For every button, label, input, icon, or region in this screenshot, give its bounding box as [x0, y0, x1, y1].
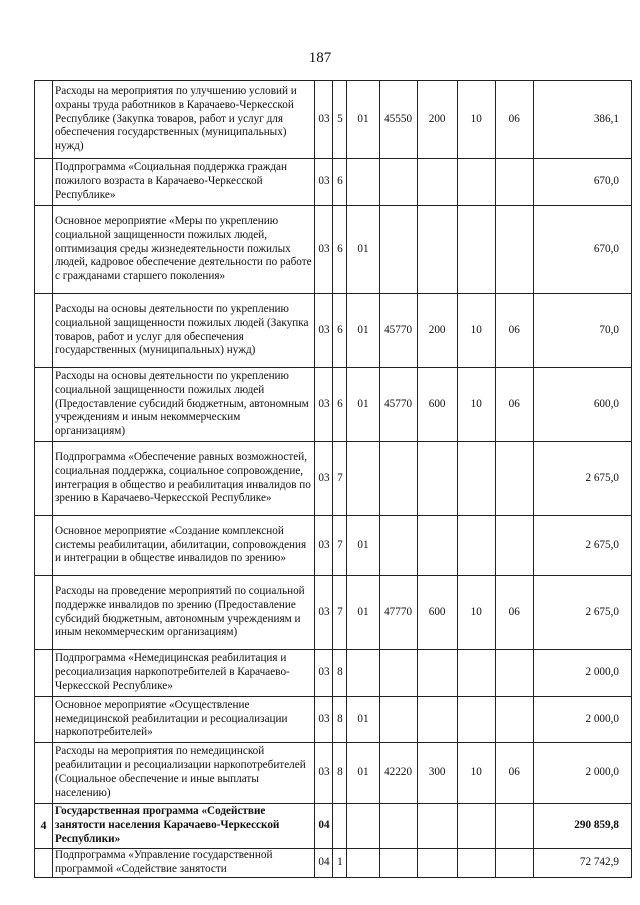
- cell-name: Расходы на основы деятельности по укреплению социальной защищенности пожилых людей (Закупка товаров, работ и услуг для обеспечения государственных (муниципальных) нужд): [53, 294, 315, 368]
- cell-no: [35, 576, 53, 650]
- cell-c5: [457, 516, 495, 576]
- cell-name: Подпрограмма «Социальная поддержка граждан пожилого возраста в Карачаево-Черкесской Республике»: [53, 159, 315, 206]
- cell-c4: 300: [417, 743, 457, 804]
- cell-c0: 03: [315, 368, 333, 442]
- cell-c2: 01: [347, 81, 379, 159]
- cell-c0: 03: [315, 294, 333, 368]
- cell-amount: 2 675,0: [533, 516, 631, 576]
- cell-amount: 2 675,0: [533, 442, 631, 516]
- cell-c5: [457, 697, 495, 743]
- cell-c3: 45770: [379, 368, 417, 442]
- cell-c6: 06: [495, 81, 533, 159]
- cell-no: [35, 159, 53, 206]
- cell-c2: 01: [347, 294, 379, 368]
- cell-c2: 01: [347, 697, 379, 743]
- cell-c1: 6: [333, 294, 347, 368]
- cell-c0: 03: [315, 442, 333, 516]
- table-row: [35, 743, 632, 804]
- cell-name: Расходы на мероприятия по улучшению условий и охраны труда работников в Карачаево-Черкесской Республике (Закупка товаров, работ и услуг для обеспечения государственных (муниципальных) нужд): [53, 81, 315, 159]
- cell-c5: [457, 206, 495, 294]
- cell-amount: 2 000,0: [533, 743, 631, 804]
- cell-c0: 03: [315, 206, 333, 294]
- cell-c2: 01: [347, 368, 379, 442]
- cell-c2: [347, 650, 379, 697]
- cell-name: Расходы на основы деятельности по укреплению социальной защищенности пожилых людей (Предоставление субсидий бюджетным, автономным учреждениям и иным некоммерческим организациям): [53, 368, 315, 442]
- cell-c6: 06: [495, 743, 533, 804]
- cell-no: [35, 368, 53, 442]
- page-number: 187: [308, 50, 332, 66]
- cell-name: Расходы на проведение мероприятий по социальной поддержке инвалидов по зрению (Предоставление субсидий бюджетным, автономным учреждениям и иным некоммерческим организациям): [53, 576, 315, 650]
- cell-c3: [379, 159, 417, 206]
- cell-amount: 2 675,0: [533, 576, 631, 650]
- cell-name: Подпрограмма «Обеспечение равных возможностей, социальная поддержка, социальное сопровождение, интеграция в общество и реабилитация инвалидов по зрению в Карачаево-Черкесской Республике»: [53, 442, 315, 516]
- table-row: [35, 804, 632, 849]
- cell-c6: 06: [495, 294, 533, 368]
- cell-c5: 10: [457, 743, 495, 804]
- cell-c4: [417, 804, 457, 849]
- cell-c3: 45550: [379, 81, 417, 159]
- cell-c4: 600: [417, 576, 457, 650]
- cell-c3: [379, 804, 417, 849]
- cell-no: [35, 294, 53, 368]
- cell-c0: 03: [315, 159, 333, 206]
- cell-c1: [333, 804, 347, 849]
- cell-c3: 47770: [379, 576, 417, 650]
- cell-c1: 6: [333, 368, 347, 442]
- cell-c1: 8: [333, 697, 347, 743]
- cell-c3: [379, 849, 417, 878]
- cell-c4: 600: [417, 368, 457, 442]
- cell-c5: 10: [457, 294, 495, 368]
- cell-c6: [495, 697, 533, 743]
- cell-c4: [417, 650, 457, 697]
- table-row: [35, 650, 632, 697]
- cell-c5: [457, 849, 495, 878]
- cell-no: [35, 697, 53, 743]
- cell-c1: 6: [333, 206, 347, 294]
- cell-c4: [417, 697, 457, 743]
- cell-c1: 1: [333, 849, 347, 878]
- cell-c2: 01: [347, 516, 379, 576]
- cell-amount: 2 000,0: [533, 697, 631, 743]
- cell-name: Основное мероприятие «Меры по укреплению социальной защищенности пожилых людей, оптимизация среды жизнедеятельности пожилых людей, кадровое обеспечение деятельности по работе с гражданами старшего поколения»: [53, 206, 315, 294]
- cell-no: [35, 81, 53, 159]
- cell-c4: [417, 516, 457, 576]
- cell-amount: 72 742,9: [533, 849, 631, 878]
- cell-amount: 670,0: [533, 159, 631, 206]
- table-row: [35, 576, 632, 650]
- cell-c0: 03: [315, 516, 333, 576]
- table-row: [35, 442, 632, 516]
- cell-c3: [379, 206, 417, 294]
- cell-c3: 42220: [379, 743, 417, 804]
- cell-no: [35, 442, 53, 516]
- table-row: [35, 159, 632, 206]
- cell-c5: [457, 159, 495, 206]
- cell-no: [35, 743, 53, 804]
- cell-c4: 200: [417, 294, 457, 368]
- cell-c6: [495, 804, 533, 849]
- cell-c6: 06: [495, 368, 533, 442]
- cell-c0: 04: [315, 849, 333, 878]
- cell-c1: 7: [333, 442, 347, 516]
- cell-c4: [417, 849, 457, 878]
- cell-c6: [495, 159, 533, 206]
- cell-c1: 8: [333, 743, 347, 804]
- cell-c1: 7: [333, 516, 347, 576]
- table-row: [35, 368, 632, 442]
- cell-c5: 10: [457, 576, 495, 650]
- table-row: [35, 849, 632, 878]
- cell-name: Основное мероприятие «Осуществление немедицинской реабилитации и ресоциализации наркопотребителей»: [53, 697, 315, 743]
- cell-no: 4: [35, 804, 53, 849]
- cell-c5: [457, 442, 495, 516]
- cell-no: [35, 650, 53, 697]
- cell-c1: 7: [333, 576, 347, 650]
- cell-c0: 03: [315, 650, 333, 697]
- cell-c2: 01: [347, 743, 379, 804]
- table-row: [35, 697, 632, 743]
- cell-c3: 45770: [379, 294, 417, 368]
- cell-c0: 03: [315, 81, 333, 159]
- cell-name: Подпрограмма «Немедицинская реабилитация и ресоциализация наркопотребителей в Карачаево-Черкесской Республике»: [53, 650, 315, 697]
- cell-c5: [457, 804, 495, 849]
- cell-name: Государственная программа «Содействие занятости населения Карачаево-Черкесской Республики»: [53, 804, 315, 849]
- cell-no: [35, 516, 53, 576]
- cell-amount: 670,0: [533, 206, 631, 294]
- cell-c1: 6: [333, 159, 347, 206]
- cell-c5: 10: [457, 81, 495, 159]
- cell-c3: [379, 516, 417, 576]
- cell-c3: [379, 697, 417, 743]
- cell-c4: [417, 206, 457, 294]
- cell-amount: 290 859,8: [533, 804, 631, 849]
- cell-c0: 04: [315, 804, 333, 849]
- cell-c6: [495, 516, 533, 576]
- cell-name: Расходы на мероприятия по немедицинской реабилитации и ресоциализации наркопотребителей (Социальное обеспечение и иные выплаты населению): [53, 743, 315, 804]
- cell-c5: 10: [457, 368, 495, 442]
- cell-no: [35, 206, 53, 294]
- cell-c2: [347, 442, 379, 516]
- cell-amount: 70,0: [533, 294, 631, 368]
- cell-c4: 200: [417, 81, 457, 159]
- cell-c1: 5: [333, 81, 347, 159]
- cell-c0: 03: [315, 576, 333, 650]
- cell-c2: 01: [347, 206, 379, 294]
- table-row: [35, 294, 632, 368]
- cell-c5: [457, 650, 495, 697]
- cell-c0: 03: [315, 743, 333, 804]
- cell-c1: 8: [333, 650, 347, 697]
- cell-no: [35, 849, 53, 878]
- budget-table: [34, 80, 632, 878]
- cell-c3: [379, 650, 417, 697]
- cell-c6: [495, 849, 533, 878]
- cell-amount: 600,0: [533, 368, 631, 442]
- cell-c2: [347, 159, 379, 206]
- cell-c2: [347, 804, 379, 849]
- cell-c4: [417, 442, 457, 516]
- cell-amount: 2 000,0: [533, 650, 631, 697]
- cell-c0: 03: [315, 697, 333, 743]
- cell-c6: [495, 442, 533, 516]
- cell-name: Подпрограмма «Управление государственной программой «Содействие занятости: [53, 849, 315, 878]
- table-row: [35, 516, 632, 576]
- table-row: [35, 81, 632, 159]
- cell-c6: [495, 206, 533, 294]
- cell-c6: 06: [495, 576, 533, 650]
- cell-c6: [495, 650, 533, 697]
- table-row: [35, 206, 632, 294]
- cell-c3: [379, 442, 417, 516]
- cell-amount: 386,1: [533, 81, 631, 159]
- cell-c2: [347, 849, 379, 878]
- cell-c2: 01: [347, 576, 379, 650]
- cell-c4: [417, 159, 457, 206]
- cell-name: Основное мероприятие «Создание комплексной системы реабилитации, абилитации, сопровождения и интеграции в обществе инвалидов по зрению»: [53, 516, 315, 576]
